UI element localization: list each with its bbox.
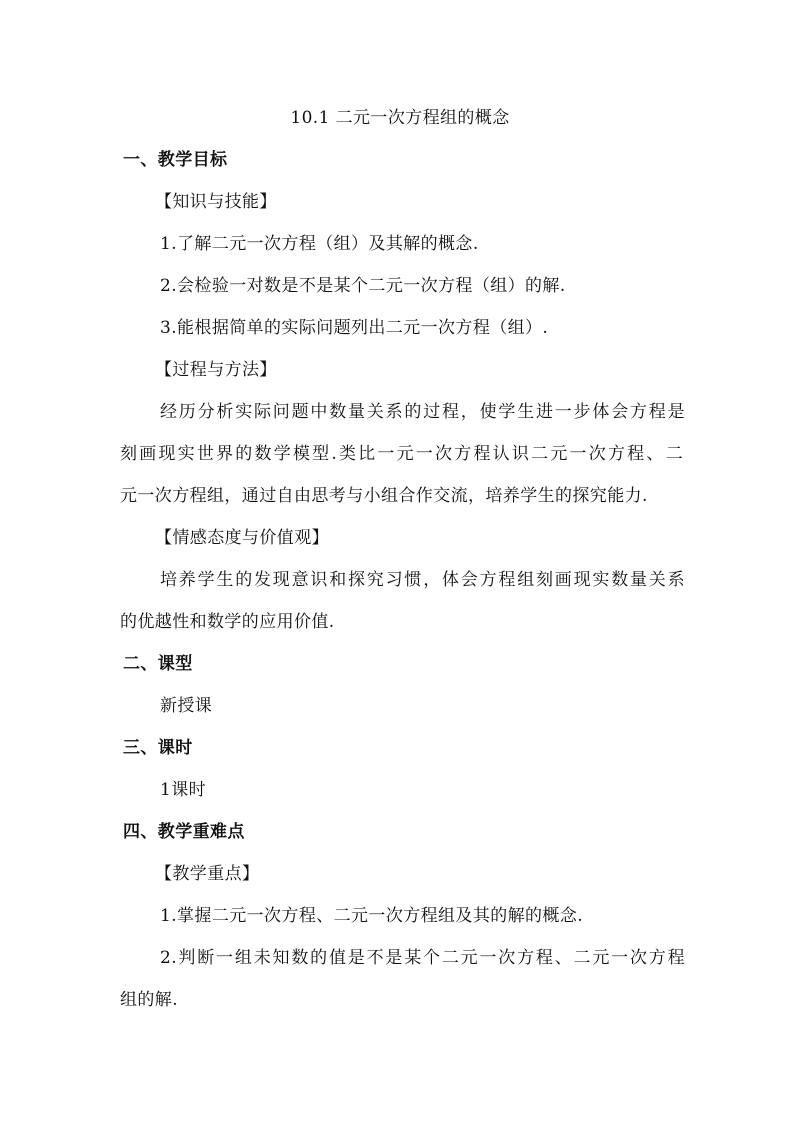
attitude-paragraph-line-1: 培养学生的发现意识和探究习惯，体会方程组刻画现实数量关系: [160, 570, 685, 590]
class-hours-value: 1课时: [160, 780, 207, 800]
heading-lesson-type: 二、课型: [123, 654, 193, 674]
focus-item-2-line-1: 2.判断一组未知数的值是不是某个二元一次方程、二元一次方程: [160, 948, 685, 968]
heading-class-hours: 三、课时: [123, 738, 193, 758]
attitude-paragraph-line-2: 的优越性和数学的应用价值.: [120, 612, 335, 632]
heading-key-difficult-points: 四、教学重难点: [123, 822, 245, 842]
knowledge-item-2: 2.会检验一对数是不是某个二元一次方程（组）的解.: [160, 276, 566, 296]
label-attitude-values: 【情感态度与价值观】: [155, 528, 329, 548]
process-paragraph-line-3: 元一次方程组，通过自由思考与小组合作交流，培养学生的探究能力.: [120, 486, 648, 506]
lesson-type-value: 新授课: [160, 696, 213, 716]
focus-item-1: 1.掌握二元一次方程、二元一次方程组及其的解的概念.: [160, 906, 584, 926]
knowledge-item-1: 1.了解二元一次方程（组）及其解的概念.: [160, 234, 479, 254]
label-process-methods: 【过程与方法】: [155, 360, 277, 380]
heading-objectives: 一、教学目标: [123, 150, 228, 170]
process-paragraph-line-1: 经历分析实际问题中数量关系的过程，使学生进一步体会方程是: [160, 402, 685, 422]
knowledge-item-3: 3.能根据简单的实际问题列出二元一次方程（组）.: [160, 318, 549, 338]
document-title: 10.1 二元一次方程组的概念: [290, 108, 510, 128]
label-teaching-focus: 【教学重点】: [155, 864, 260, 884]
focus-item-2-line-2: 组的解.: [120, 990, 179, 1010]
label-knowledge-skills: 【知识与技能】: [155, 192, 277, 212]
process-paragraph-line-2: 刻画现实世界的数学模型.类比一元一次方程认识二元一次方程、二: [120, 444, 683, 464]
